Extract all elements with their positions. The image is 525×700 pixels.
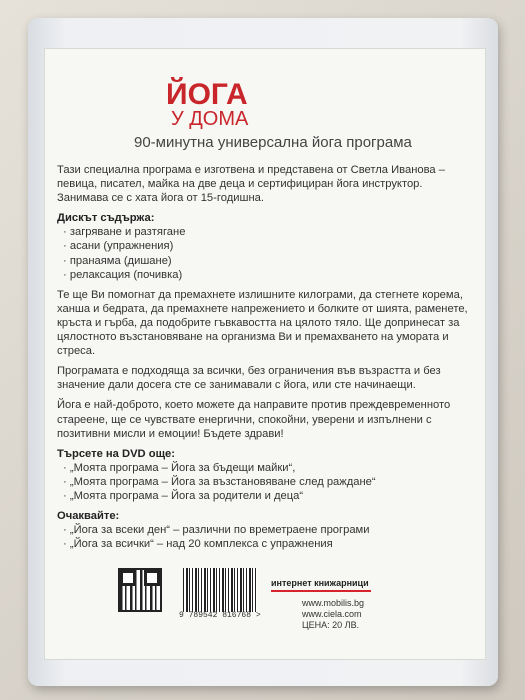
list-item: · пранаяма (дишане) <box>57 254 473 268</box>
disc-heading: Дискът съдържа: <box>57 212 155 225</box>
store-underline <box>271 590 371 592</box>
list-item: · загряване и разтягане <box>57 225 473 239</box>
price-label: ЦЕНА: 20 ЛВ. <box>302 620 360 630</box>
disc-list <box>57 225 473 281</box>
isbn-number: 9 789542 816768 > <box>179 611 261 620</box>
closing-text: Йога е най-доброто, което можете да направите против преждевременното стареене, ще се чувствате енергични, спокойни, уверени и изпълнени с позитивни мисли и емоции! Бъдете здрави! <box>57 399 451 440</box>
intro-text: Тази специална програма е изготвена и представена от Светла Иванова – певица, писател, майка на две деца и сертифициран йога инструктор. Занимава се с хата йога от 15-годишна. <box>57 164 445 205</box>
product-tagline: 90-минутна универсална йога програма <box>134 134 412 151</box>
audience-text: Програмата е подходяща за всички, без ограничения във възрастта и без значение дали досега сте се занимавали с йога, или сте начинаещи. <box>57 365 441 392</box>
description-block <box>57 163 473 557</box>
site-link: www.ciela.com <box>302 609 362 619</box>
expect-heading: Очаквайте: <box>57 510 120 523</box>
footer-links <box>302 598 364 631</box>
store-label: интернет книжарници <box>271 578 369 588</box>
product-subtitle: У ДОМА <box>171 108 249 130</box>
expect-list <box>57 523 473 551</box>
benefits-text: Те ще Ви помогнат да премахнете излишните килограми, да стегнете корема, ханша и бедрата, да премахнете напрежението и болките от шията, раменете, кръста и гърба, да подобрите гъвкавостта на цялото тяло. Ще допринесат за цялостното възстановяване на организма Ви и премахването на умората и стреса. <box>57 288 468 358</box>
qr-code-icon <box>118 568 162 612</box>
list-item: · асани (упражнения) <box>57 239 473 253</box>
site-link: www.mobilis.bg <box>302 598 365 608</box>
list-item: · „Моята програма – Йога за бъдещи майки“, <box>57 461 473 475</box>
list-item: · релаксация (почивка) <box>57 268 473 282</box>
dvd-heading: Търсете на DVD още: <box>57 447 175 460</box>
list-item: · „Моята програма – Йога за възстановяване след раждане“ <box>57 475 473 489</box>
list-item: · „Йога за всеки ден“ – различни по времетраене програми <box>57 523 473 537</box>
list-item: · „Йога за всички“ – над 20 комплекса с упражнения <box>57 537 473 551</box>
dvd-list <box>57 461 473 503</box>
product-title: ЙОГА <box>166 78 248 111</box>
list-item: · „Моята програма – Йога за родители и деца“ <box>57 489 473 503</box>
barcode-icon <box>183 568 257 612</box>
